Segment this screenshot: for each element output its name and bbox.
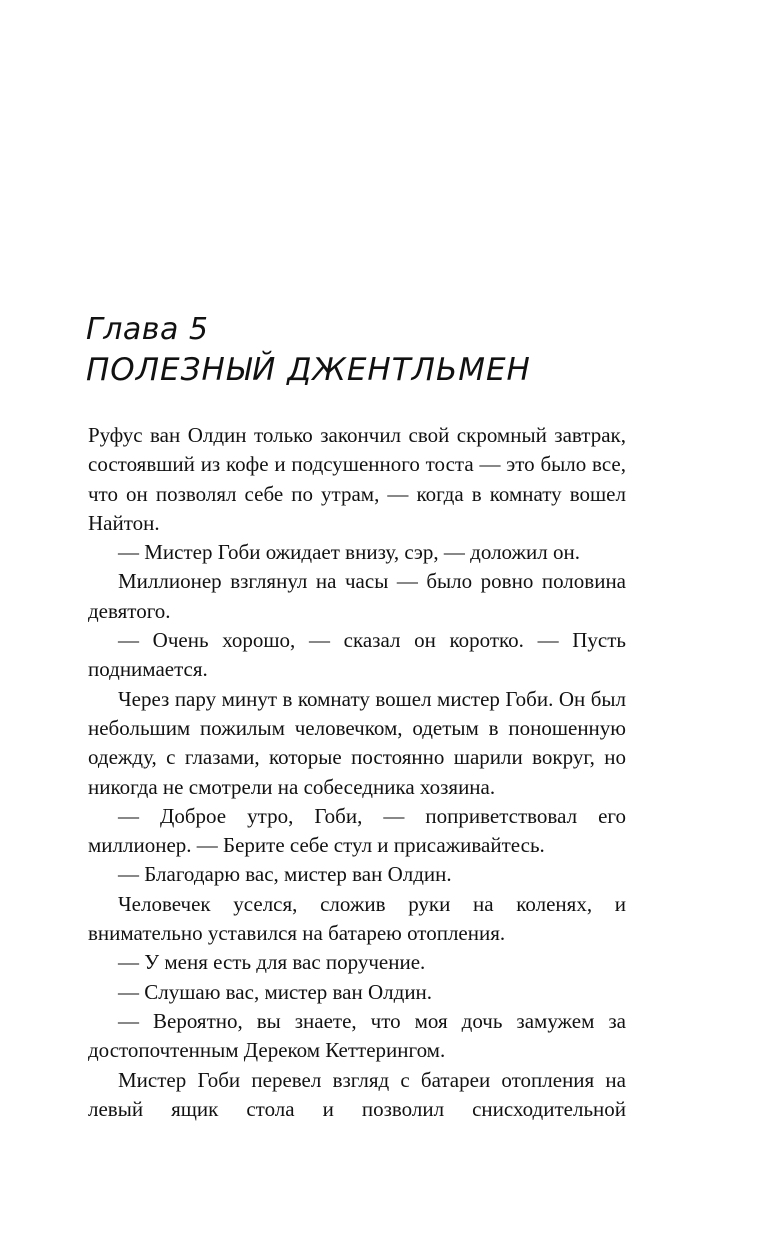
paragraph: — У меня есть для вас поручение. bbox=[118, 950, 426, 975]
chapter-number: Глава 5 bbox=[86, 312, 209, 347]
paragraph: Руфус ван Олдин только закончил свой скромный завтрак, состоявший из кофе и подсушенного тоста — это было все, что он позволял себе по утрам, — когда в комнату вошел Найтон. bbox=[88, 423, 626, 535]
paragraph: Миллионер взглянул на часы — было ровно половина девятого. bbox=[88, 569, 626, 623]
paragraph: Через пару минут в комнату вошел мистер Гоби. Он был небольшим пожилым человечком, одетым в поношенную одежду, с глазами, которые постоянно шарили вокруг, но никогда не смотрели на собеседника хозяина. bbox=[88, 686, 626, 799]
paragraph: — Благодарю вас, мистер ван Олдин. bbox=[118, 862, 452, 887]
paragraph: — Мистер Гоби ожидает внизу, сэр, — доложил он. bbox=[118, 540, 580, 565]
paragraph: — Слушаю вас, мистер ван Олдин. bbox=[118, 979, 433, 1004]
paragraph: Мистер Гоби перевел взгляд с батареи отопления на левый ящик стола и позволил снисходительной bbox=[88, 1067, 626, 1121]
paragraph: — Вероятно, вы знаете, что моя дочь замужем за достопочтенным Дереком Кеттерингом. bbox=[88, 1008, 626, 1063]
paragraph: — Очень хорошо, — сказал он коротко. — Пусть поднимается. bbox=[88, 628, 626, 682]
paragraph: — Доброе утро, Гоби, — поприветствовал его миллионер. — Берите себе стул и присаживайтесь. bbox=[88, 803, 626, 858]
chapter-body bbox=[88, 421, 626, 1124]
chapter-title: ПОЛЕЗНЫЙ ДЖЕНТЛЬМЕН bbox=[86, 352, 531, 388]
paragraph: Человечек уселся, сложив руки на коленях, и внимательно уставился на батарею отопления. bbox=[88, 891, 626, 946]
